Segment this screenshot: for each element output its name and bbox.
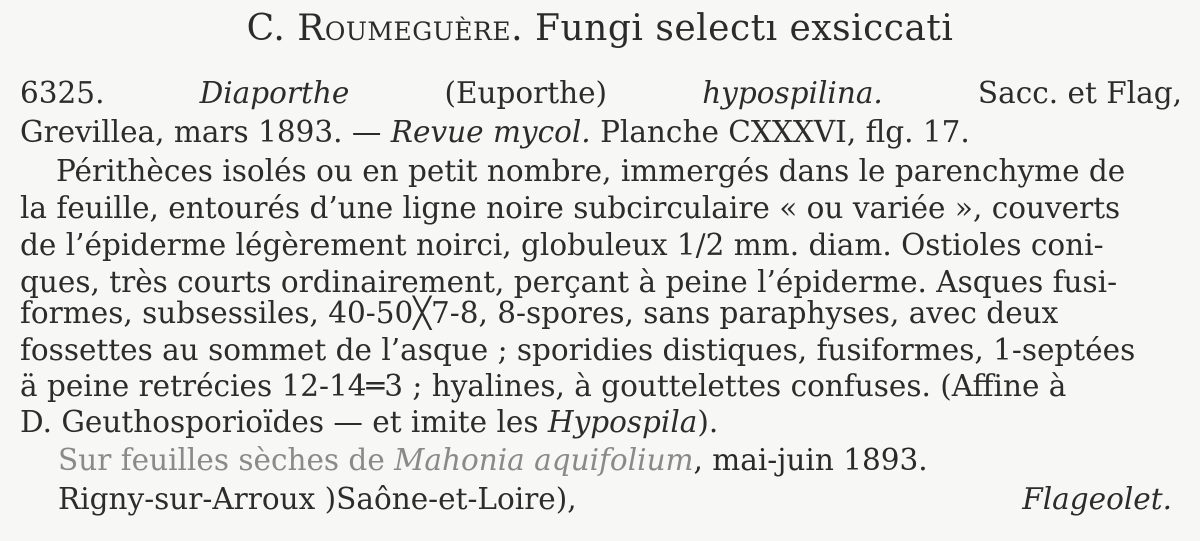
page-title <box>0 8 1200 49</box>
description-last-a: D. Geuthosporioïdes — et imite les <box>20 405 548 439</box>
habitat-line <box>58 443 928 477</box>
description-last-italic: Hypospila <box>547 405 698 439</box>
description-line-2: la feuille, entourés d’une ligne noire subcirculaire « ou variée », couverts <box>20 191 1121 225</box>
description-line-7: ä peine retrécies 12-14═3 ; hyalines, à gouttelettes confuses. (Affine à <box>20 369 1067 403</box>
entry-genus: Diaporthe <box>199 76 350 110</box>
habitat-host: Mahonia aquifolium <box>394 443 694 477</box>
author-name: Roumeguère <box>297 8 512 49</box>
entry-subgenus: (Euporthe) <box>444 76 608 110</box>
description-line-5: formes, subsessiles, 40-50╳7-8, 8-spores, sans paraphyses, avec deux <box>20 296 1059 330</box>
entry-citation-b: Planche CXXXVI, flg. 17. <box>590 115 970 149</box>
description-last-b: ). <box>697 405 719 439</box>
locality-place: Rigny-sur-Arroux )Saône-et-Loire), <box>58 482 577 516</box>
entry-species: hypospilina. <box>702 76 883 110</box>
entry-citation <box>20 115 970 149</box>
description-line-4: ques, très courts ordinairement, perçant à peine l’épiderme. Asques fusi- <box>20 265 1118 299</box>
locality-collector: Flageolet. <box>1022 482 1172 516</box>
description-line-8 <box>20 405 719 439</box>
author-initial: C. <box>246 8 298 49</box>
entry-heading-line-1 <box>20 76 1182 110</box>
entry-authors: Sacc. et Flag, <box>977 76 1182 110</box>
habitat-a: Sur feuilles sèches de <box>58 443 395 477</box>
entry-number: 6325. <box>20 76 105 110</box>
description-line-1: Périthèces isolés ou en petit nombre, immergés dans le parenchyme de <box>56 154 1126 188</box>
description-line-3: de l’épiderme légèrement noirci, globuleux 1/2 mm. diam. Ostioles coni- <box>20 228 1104 262</box>
title-rest: . Fungi selectı exsiccati <box>511 8 954 49</box>
entry-journal: Revue mycol. <box>390 115 591 149</box>
entry-heading-line-2 <box>20 115 1182 149</box>
habitat-b: , mai-juin 1893. <box>693 443 928 477</box>
description-line-6: fossettes au sommet de l’asque ; sporidies distiques, fusiformes, 1-septées <box>20 333 1136 367</box>
entry-citation-a: Grevillea, mars 1893. — <box>20 115 391 149</box>
